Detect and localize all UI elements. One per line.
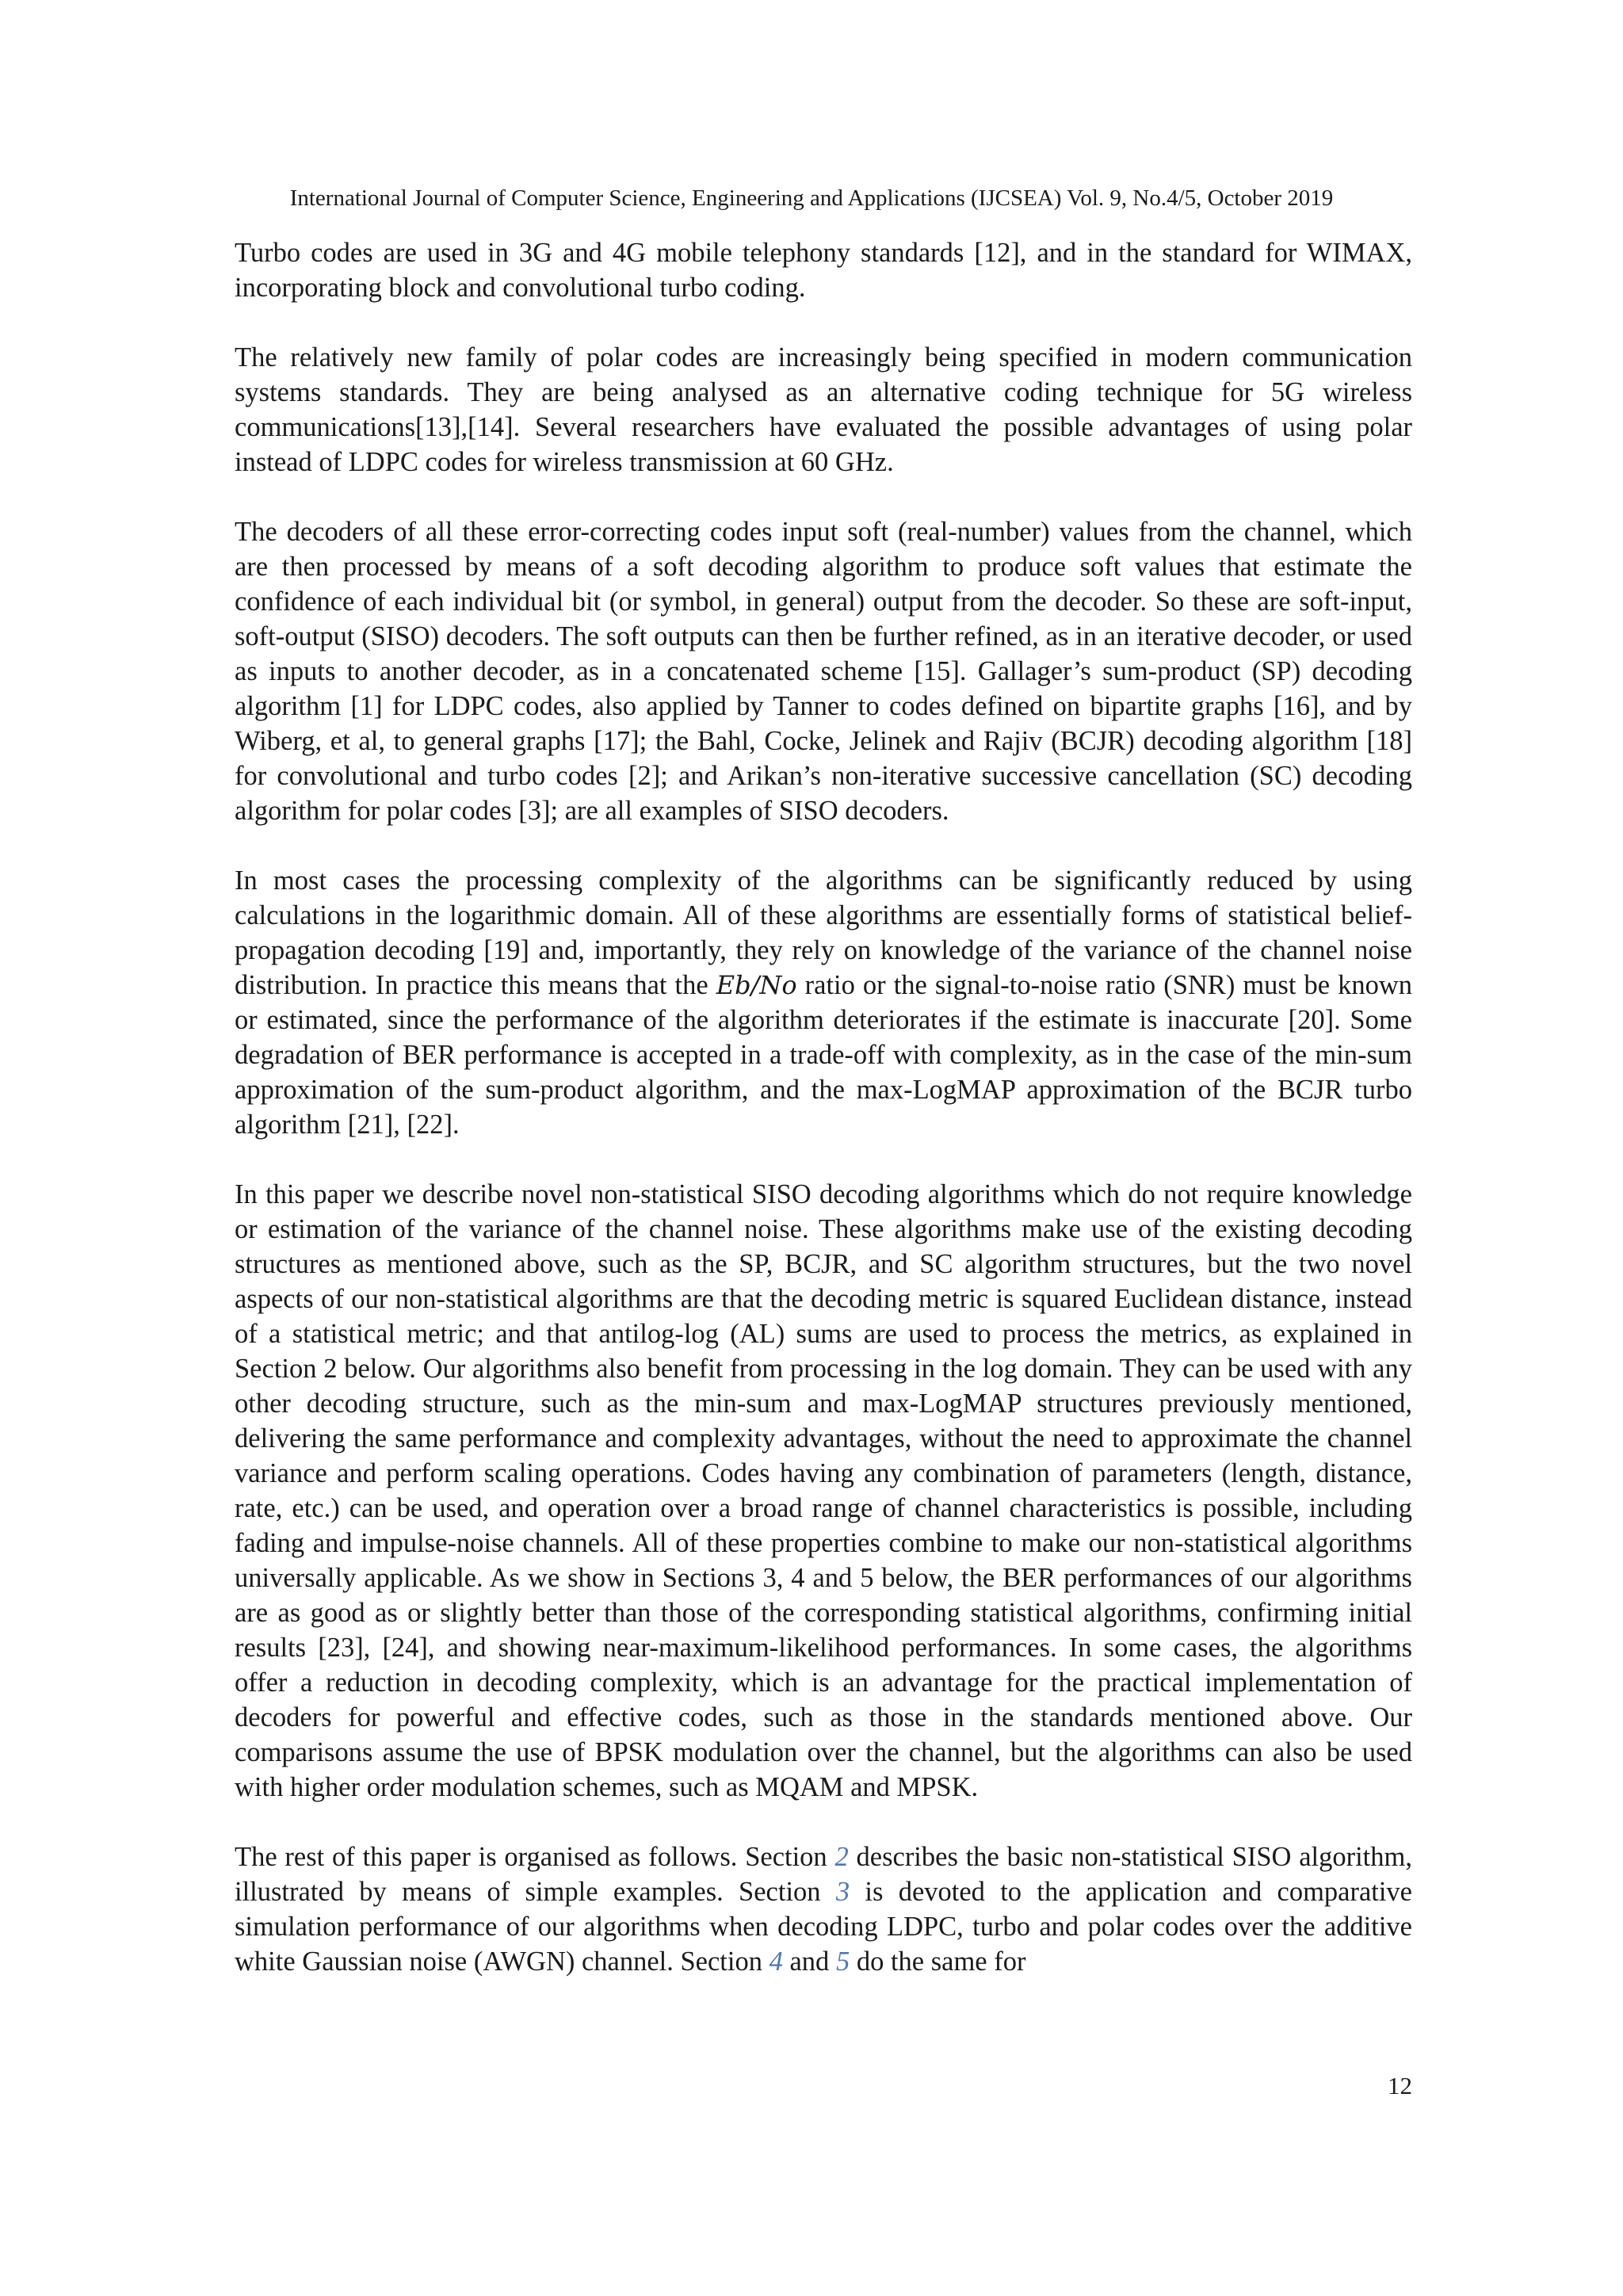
outline-text-3: is devoted to the application and comparative simulation performance of our algorithms when decoding LDPC, turbo and polar codes over the additive white Gaussian noise (AWGN) channel. Section	[235, 1877, 1412, 1977]
outline-text-1: The rest of this paper is organised as follows. Section	[235, 1842, 835, 1872]
paragraph-siso-decoders: The decoders of all these error-correcting codes input soft (real-number) values from the channel, which are then processed by means of a soft decoding algorithm to produce soft values that estimate the confidence of each individual bit (or symbol, in general) output from the decoder. So these are soft-input, soft-output (SISO) decoders. The soft outputs can then be further refined, as in an iterative decoder, or used as inputs to another decoder, as in a concatenated scheme [15]. Gallager’s sum-product (SP) decoding algorithm [1] for LDPC codes, also applied by Tanner to codes defined on bipartite graphs [16], and by Wiberg, et al, to general graphs [17]; the Bahl, Cocke, Jelinek and Rajiv (BCJR) decoding algorithm [18] for convolutional and turbo codes [2]; and Arikan’s non-iterative successive cancellation (SC) decoding algorithm for polar codes [3]; are all examples of SISO decoders.	[235, 517, 1412, 826]
paragraph-log-domain-part1: In most cases the processing complexity of the algorithms can be significantly reduced by using calculations in the logarithmic domain. All of these algorithms are essentially forms of statistical belief-propagation decoding [19] and, importantly, they rely on knowledge of the variance of the channel noise distribution. In practice this means that the	[235, 865, 1412, 1000]
section-3-link[interactable]: 3	[835, 1877, 850, 1907]
paragraph-log-domain	[235, 863, 1412, 1142]
paragraph-paper-outline	[235, 1839, 1412, 1979]
paragraph-log-domain-part2: ratio or the signal-to-noise ratio (SNR) must be known or estimated, since the performance of the algorithm deteriorates if the estimate is inaccurate [20]. Some degradation of BER performance is accepted in a trade-off with complexity, as in the case of the min-sum approximation of the sum-product algorithm, and the max-LogMAP approximation of the BCJR turbo algorithm [21], [22].	[235, 970, 1412, 1140]
paragraph-novel-algorithms: In this paper we describe novel non-statistical SISO decoding algorithms which do not require knowledge or estimation of the variance of the channel noise. These algorithms make use of the existing decoding structures as mentioned above, such as the SP, BCJR, and SC algorithm structures, but the two novel aspects of our non-statistical algorithms are that the decoding metric is squared Euclidean distance, instead of a statistical metric; and that antilog-log (AL) sums are used to process the metrics, as explained in Section 2 below. Our algorithms also benefit from processing in the log domain. They can be used with any other decoding structure, such as the min-sum and max-LogMAP structures previously mentioned, delivering the same performance and complexity advantages, without the need to approximate the channel variance and perform scaling operations. Codes having any combination of parameters (length, distance, rate, etc.) can be used, and operation over a broad range of channel characteristics is possible, including fading and impulse-noise channels. All of these properties combine to make our non-statistical algorithms universally applicable. As we show in Sections 3, 4 and 5 below, the BER performances of our algorithms are as good as or slightly better than those of the corresponding statistical algorithms, confirming initial results [23], [24], and showing near-maximum-likelihood performances. In some cases, the algorithms offer a reduction in decoding complexity, which is an advantage for the practical implementation of decoders for powerful and effective codes, such as those in the standards mentioned above. Our comparisons assume the use of BPSK modulation over the channel, but the algorithms can also be used with higher order modulation schemes, such as MQAM and MPSK.	[235, 1179, 1412, 1802]
page-number: 12	[1388, 2072, 1412, 2099]
section-2-link[interactable]: 2	[834, 1842, 849, 1872]
section-4-link[interactable]: 4	[769, 1946, 783, 1977]
eb-no-math: Eb/No	[716, 970, 797, 1000]
paragraph-turbo-codes: Turbo codes are used in 3G and 4G mobile telephony standards [12], and in the standard for WIMAX, incorporating block and convolutional turbo coding.	[235, 238, 1412, 303]
outline-text-4: and	[782, 1946, 836, 1977]
paragraph-polar-codes: The relatively new family of polar codes are increasingly being specified in modern communication systems standards. They are being analysed as an alternative coding technique for 5G wireless communications[13],[14]. Several researchers have evaluated the possible advantages of using polar instead of LDPC codes for wireless transmission at 60 GHz.	[235, 342, 1412, 477]
section-5-link[interactable]: 5	[835, 1946, 850, 1977]
running-header: International Journal of Computer Science, Engineering and Applications (IJCSEA) Vol. 9, No.4/5, October 2019	[289, 185, 1334, 211]
outline-text-5: do the same for	[850, 1946, 1026, 1977]
body-text	[235, 235, 1412, 2014]
outline-text-2: describes the basic non-statistical SISO algorithm, illustrated by means of simple examples. Section	[235, 1842, 1412, 1907]
